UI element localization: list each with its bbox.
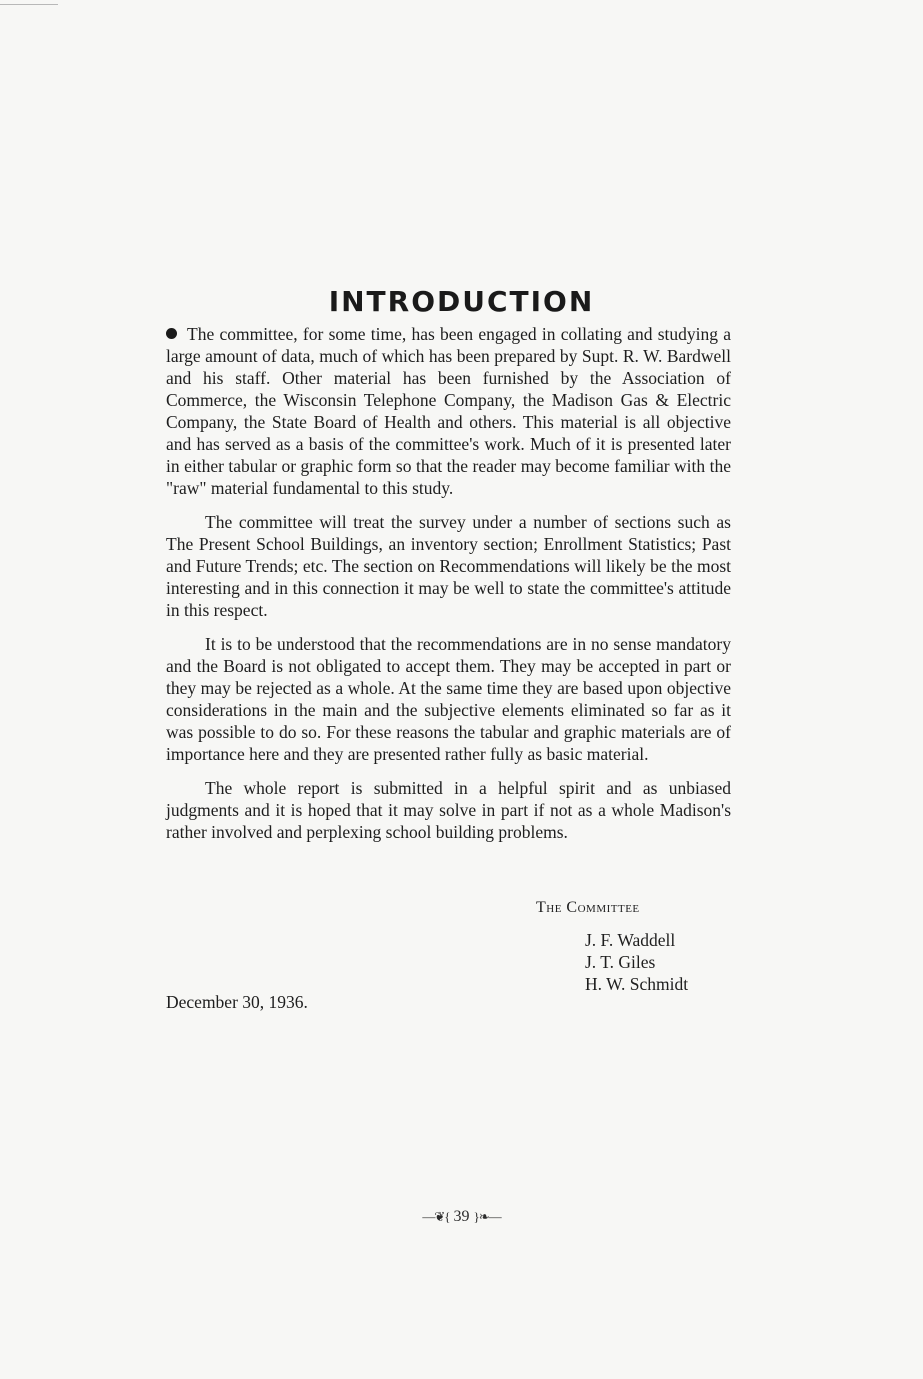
paragraph-3: It is to be understood that the recommendations are in no sense mandatory and the Board is not obligated to accept them. They may be accepted in part or they may be rejected as a whole. At the same time they are based upon objective considerations in the main and the subjective elements eliminated so far as it was possible to do so. For these reasons the tabular and graphic materials are of importance here and they are presented rather fully as basic material. (166, 634, 731, 764)
paragraph-1 (166, 323, 731, 499)
bullet-icon (166, 328, 177, 339)
signer-name: J. F. Waddell (585, 930, 676, 950)
paragraph-2: The committee will treat the survey under a number of sections such as The Present School Buildings, an inventory section; Enrollment Statistics; Past and Future Trends; etc. The section on Recommendations will likely be the most interesting and in this connection it may be well to state the committee's attitude in this respect. (166, 512, 731, 620)
paragraph-1-text: The committee, for some time, has been engaged in collating and studying a large amount of data, much of which has been prepared by Supt. R. W. Bardwell and his staff. Other material has been furnished by the Association of Commerce, the Wisconsin Telephone Company, the Madison Gas & Electric Company, the State Board of Health and others. This material is all objective and has served as a basis of the committee's work. Much of it is presented later in either tabular or graphic form so that the reader may become familiar with the "raw" material fundamental to this study. (166, 324, 731, 498)
top-edge-rule (0, 4, 58, 5)
page-number: 39 (453, 1208, 470, 1225)
signature-names (585, 929, 688, 995)
page-number-footer (0, 1208, 923, 1226)
introduction-body (166, 323, 731, 855)
signer-name: H. W. Schmidt (585, 974, 689, 994)
paragraph-4: The whole report is submitted in a helpful spirit and as unbiased judgments and it is hoped that it may solve in part if not as a whole Madison's rather involved and perplexing school building problems. (166, 778, 731, 842)
right-ornament-icon: }❧— (473, 1209, 501, 1224)
left-ornament-icon: —❦{ (422, 1209, 450, 1224)
signature-heading: The Committee (536, 899, 640, 916)
page-title: INTRODUCTION (328, 284, 595, 318)
signer-name: J. T. Giles (585, 952, 656, 972)
document-date: December 30, 1936. (166, 992, 308, 1012)
